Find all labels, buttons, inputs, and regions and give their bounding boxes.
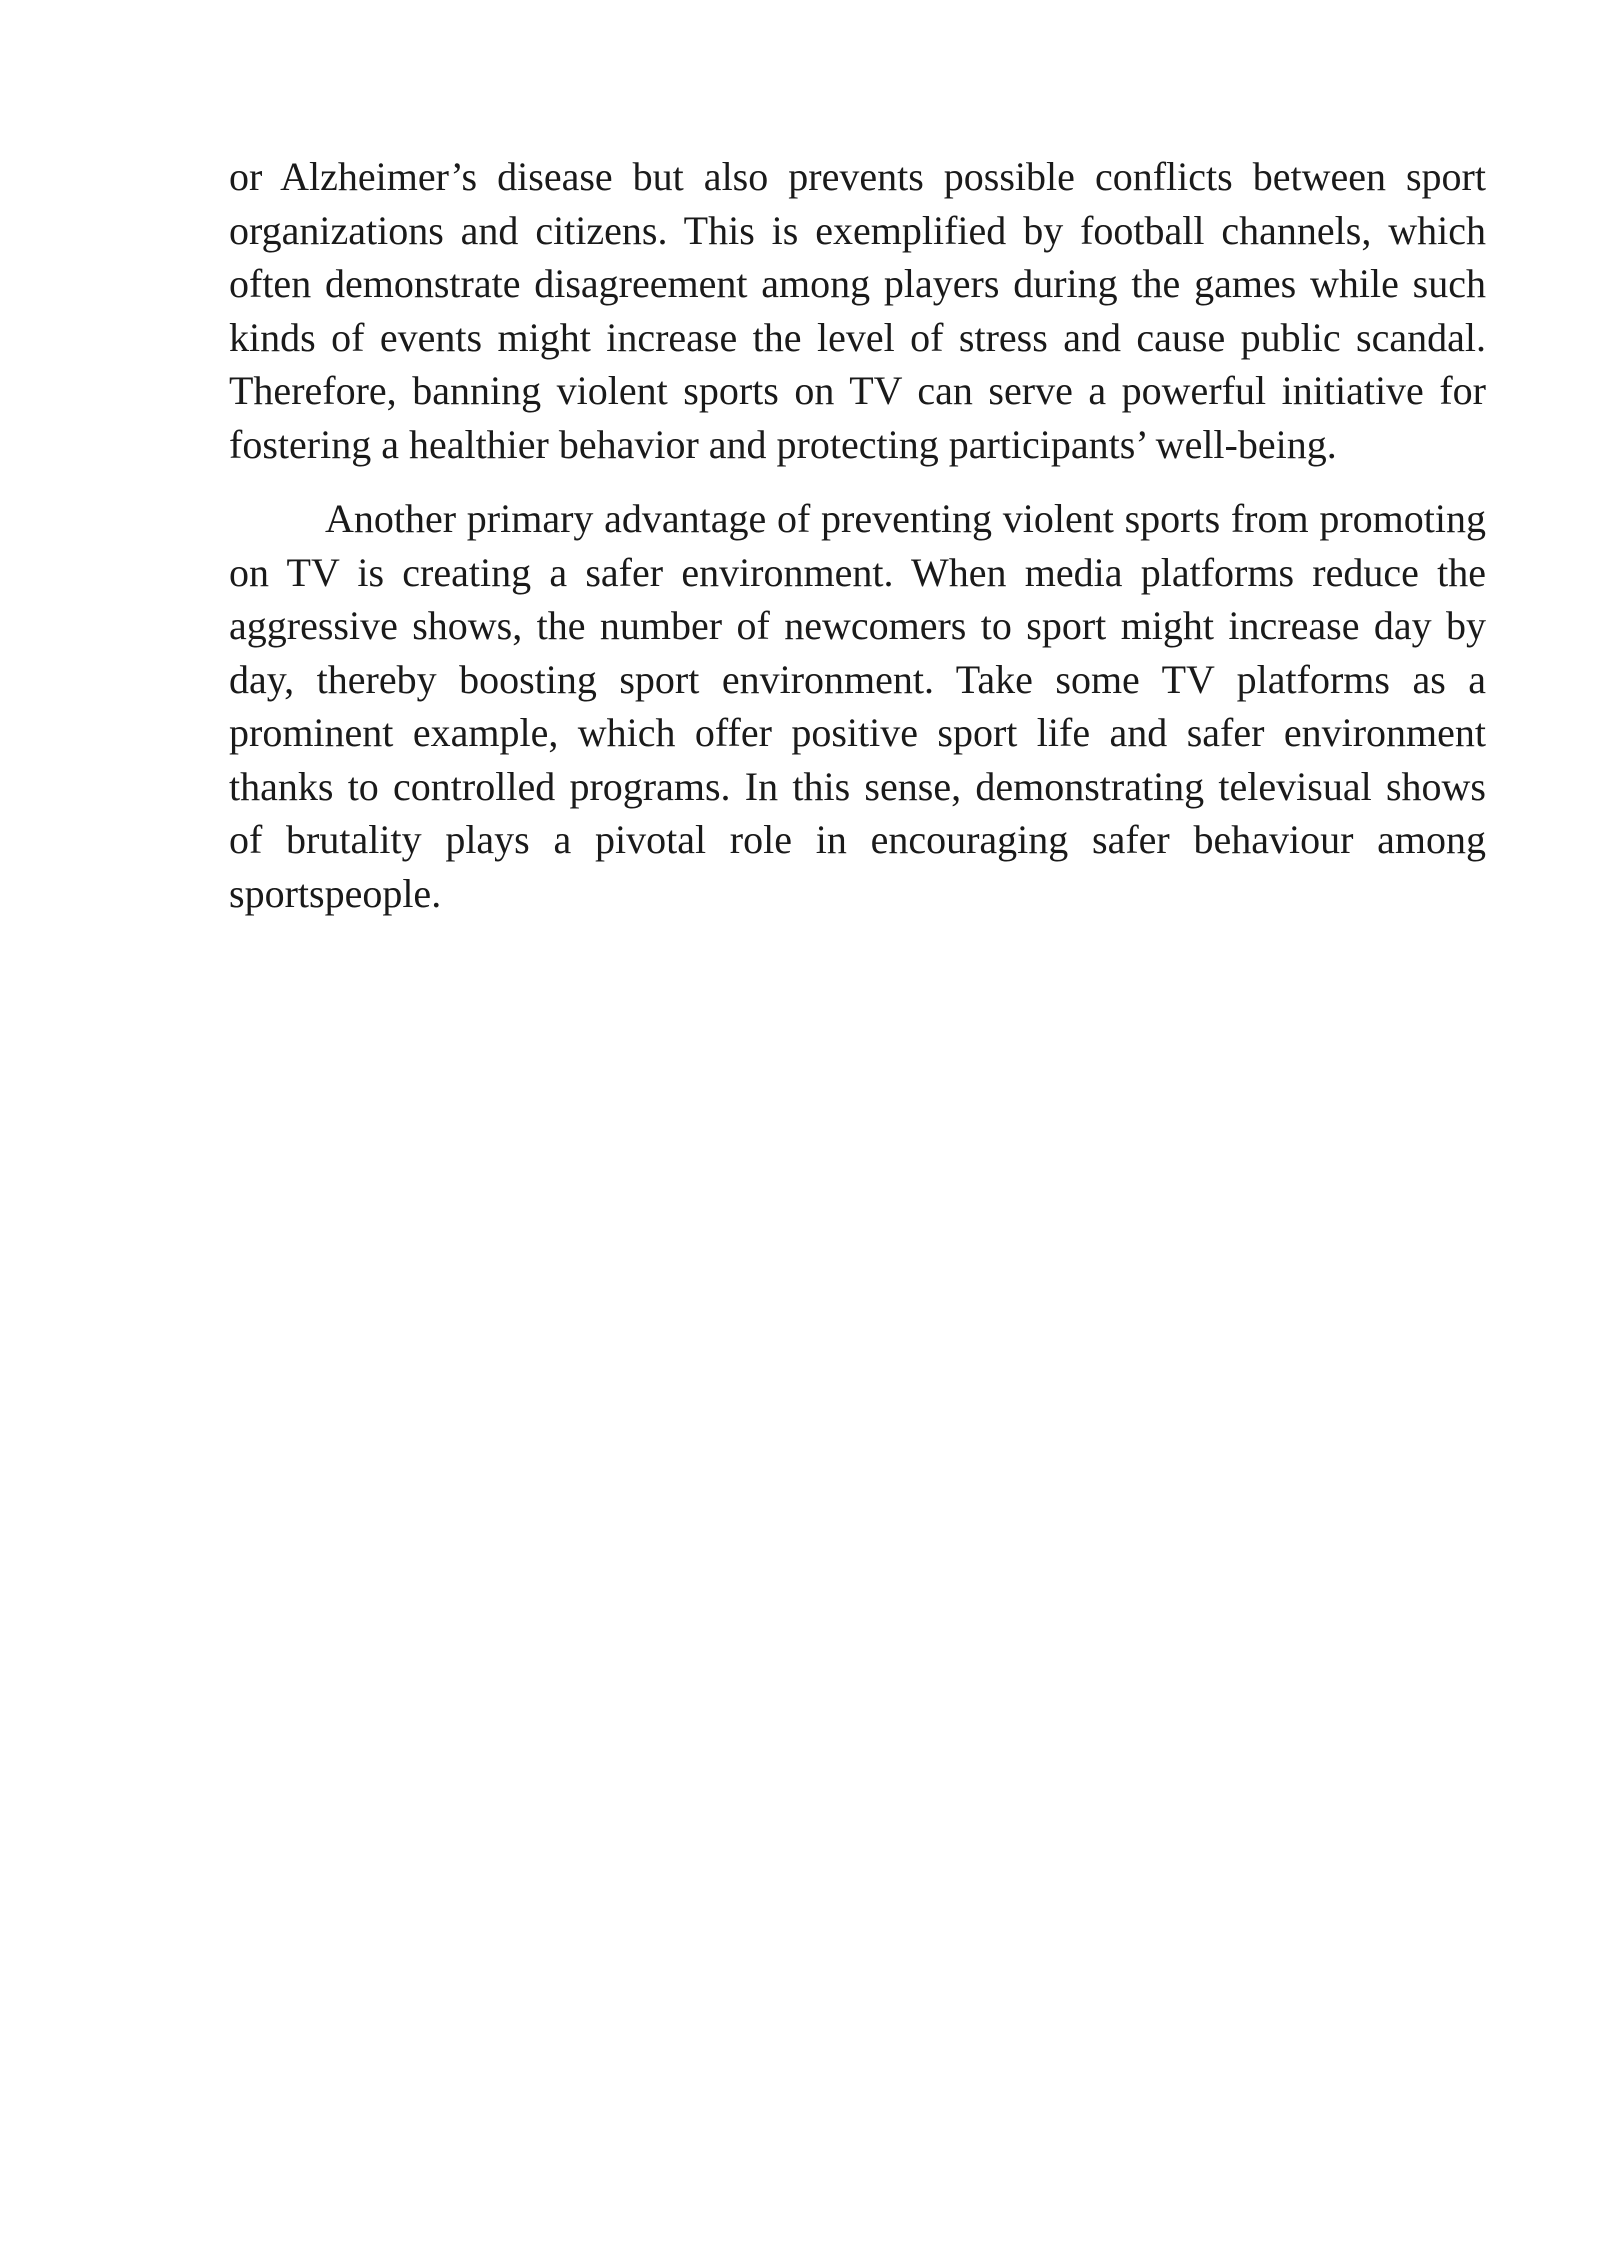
paragraph-1: or Alzheimer’s disease but also prevents possible conflicts between sport organizations and citizens. This is exemplified by football channels, which often demonstrate disagreement among players during the games while such kinds of events might increase the level of stress and cause public scandal. Therefore, banning violent sports on TV can serve a powerful initiative for fostering a healthier behavior and protecting participants’ well-being. <box>229 154 1486 467</box>
document-body <box>229 150 1486 920</box>
paragraph-2: Another primary advantage of preventing violent sports from promoting on TV is creating a safer environment. When media platforms reduce the aggressive shows, the number of newcomers to sport might increase day by day, thereby boosting sport environment. Take some TV platforms as a prominent example, which offer positive sport life and safer environment thanks to controlled programs. In this sense, demonstrating televisual shows of brutality plays a pivotal role in encouraging safer behaviour among sportspeople. <box>229 496 1486 916</box>
